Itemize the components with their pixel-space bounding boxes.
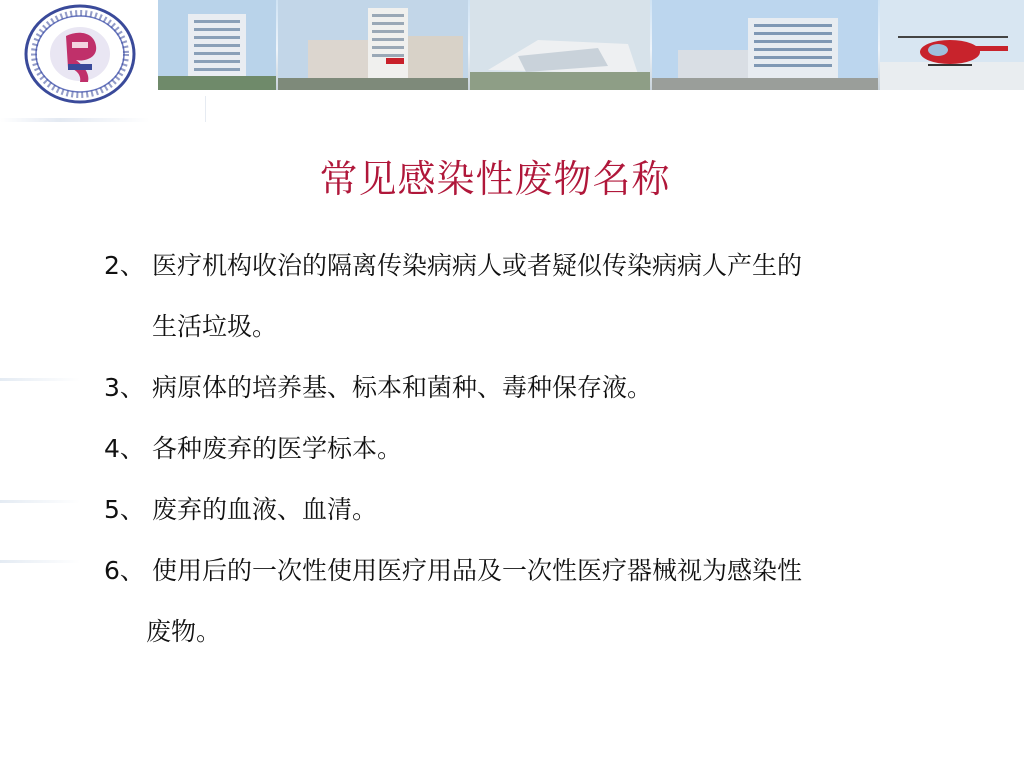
list-item [104, 372, 964, 403]
item-number: 3、 [104, 373, 145, 402]
item-text: 废弃的血液、血清。 [152, 495, 378, 524]
item-text: 病原体的培养基、标本和菌种、毒种保存液。 [152, 373, 653, 402]
list-item [104, 494, 964, 525]
slide-header [0, 0, 1024, 100]
item-continuation: 生活垃圾。 [152, 312, 278, 341]
item-number: 6、 [104, 556, 145, 585]
item-number: 5、 [104, 495, 145, 524]
item-continuation: 废物。 [146, 617, 222, 646]
waste-list [104, 250, 964, 647]
hospital-buildings-photo [158, 0, 1024, 90]
list-item [104, 433, 964, 464]
header-tick [205, 96, 206, 122]
item-text: 各种废弃的医学标本。 [152, 434, 403, 463]
hospital-emblem-icon [18, 2, 142, 106]
header-divider [0, 118, 150, 122]
list-item [104, 250, 964, 342]
item-number: 4、 [104, 434, 145, 463]
item-text: 医疗机构收治的隔离传染病病人或者疑似传染病病人产生的 [152, 251, 803, 280]
item-number: 2、 [104, 251, 145, 280]
slide-title: 常见感染性废物名称 [319, 157, 671, 201]
list-item [104, 555, 964, 647]
left-decoration [0, 378, 80, 381]
left-decoration [0, 560, 80, 563]
left-decoration [0, 500, 80, 503]
item-text: 使用后的一次性使用医疗用品及一次性医疗器械视为感染性 [152, 556, 803, 585]
